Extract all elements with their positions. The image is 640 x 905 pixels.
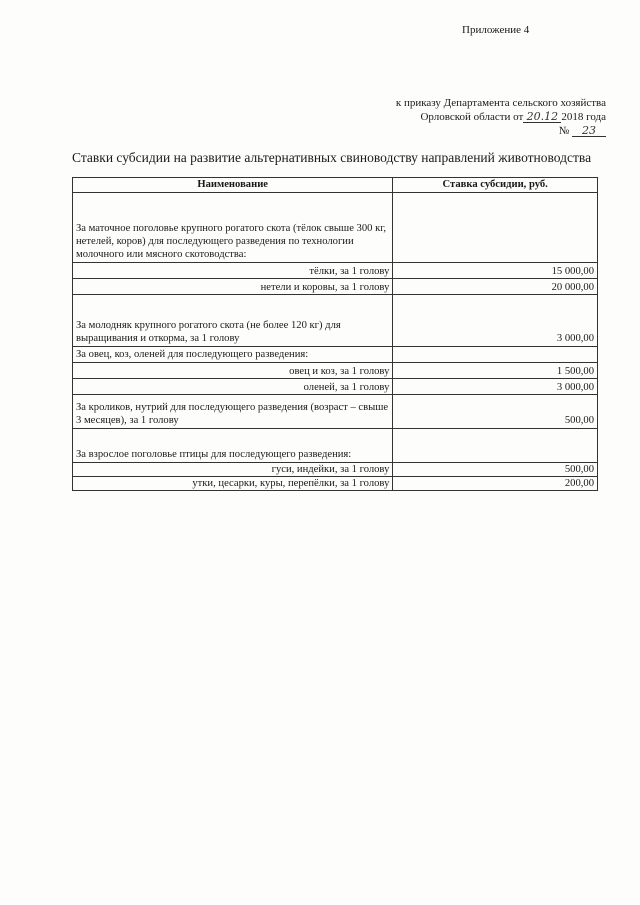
order-line-2 <box>346 110 606 124</box>
row-name: овец и коз, за 1 голову <box>73 363 393 379</box>
row-name: За взрослое поголовье птицы для последующего разведения: <box>73 429 393 463</box>
order-line-1: к приказу Департамента сельского хозяйства <box>395 97 606 109</box>
appendix-label: Приложение 4 <box>462 24 530 36</box>
row-rate: 20 000,00 <box>393 279 598 295</box>
order-date-handwritten: 20.12 <box>523 111 561 123</box>
row-name: утки, цесарки, куры, перепёлки, за 1 голову <box>73 477 393 491</box>
row-rate <box>393 193 598 263</box>
order-number-prefix: № <box>558 125 570 137</box>
table-row <box>73 263 598 279</box>
table-row <box>73 395 598 429</box>
table-row <box>73 477 598 491</box>
row-name: нетели и коровы, за 1 голову <box>73 279 393 295</box>
table-row <box>73 347 598 363</box>
row-name: За молодняк крупного рогатого скота (не более 120 кг) для выращивания и откорма, за 1 голову <box>73 295 393 347</box>
row-rate: 3 000,00 <box>393 295 598 347</box>
row-name: оленей, за 1 голову <box>73 379 393 395</box>
row-rate: 1 500,00 <box>393 363 598 379</box>
row-name: За овец, коз, оленей для последующего разведения: <box>73 347 393 363</box>
order-date-suffix: 2018 года <box>561 111 606 123</box>
order-line-3 <box>346 124 606 138</box>
row-rate: 15 000,00 <box>393 263 598 279</box>
table-header-row <box>73 178 598 193</box>
row-name: За кроликов, нутрий для последующего разведения (возраст – свыше 3 месяцев), за 1 голову <box>73 395 393 429</box>
row-rate: 200,00 <box>393 477 598 491</box>
order-reference <box>346 96 606 138</box>
row-rate <box>393 429 598 463</box>
subsidy-rates-table <box>72 177 598 491</box>
row-rate: 500,00 <box>393 463 598 477</box>
header-name: Наименование <box>73 178 393 193</box>
header-rate: Ставка субсидии, руб. <box>393 178 598 193</box>
order-date-prefix: Орловской области от <box>420 111 524 123</box>
row-rate: 3 000,00 <box>393 379 598 395</box>
table-row <box>73 193 598 263</box>
table-row <box>73 279 598 295</box>
table-row <box>73 363 598 379</box>
row-name: тёлки, за 1 голову <box>73 263 393 279</box>
row-rate <box>393 347 598 363</box>
row-rate: 500,00 <box>393 395 598 429</box>
table-row <box>73 379 598 395</box>
order-number-handwritten: 23 <box>572 125 606 137</box>
table-row <box>73 295 598 347</box>
table-row <box>73 463 598 477</box>
table-row <box>73 429 598 463</box>
document-title: Ставки субсидии на развитие альтернативных свиноводству направлений животноводства <box>72 150 592 165</box>
row-name: гуси, индейки, за 1 голову <box>73 463 393 477</box>
table-body <box>73 193 598 491</box>
row-name: За маточное поголовье крупного рогатого скота (тёлок свыше 300 кг, нетелей, коров) для последующего разведения по технологии молочного или мясного скотоводства: <box>73 193 393 263</box>
